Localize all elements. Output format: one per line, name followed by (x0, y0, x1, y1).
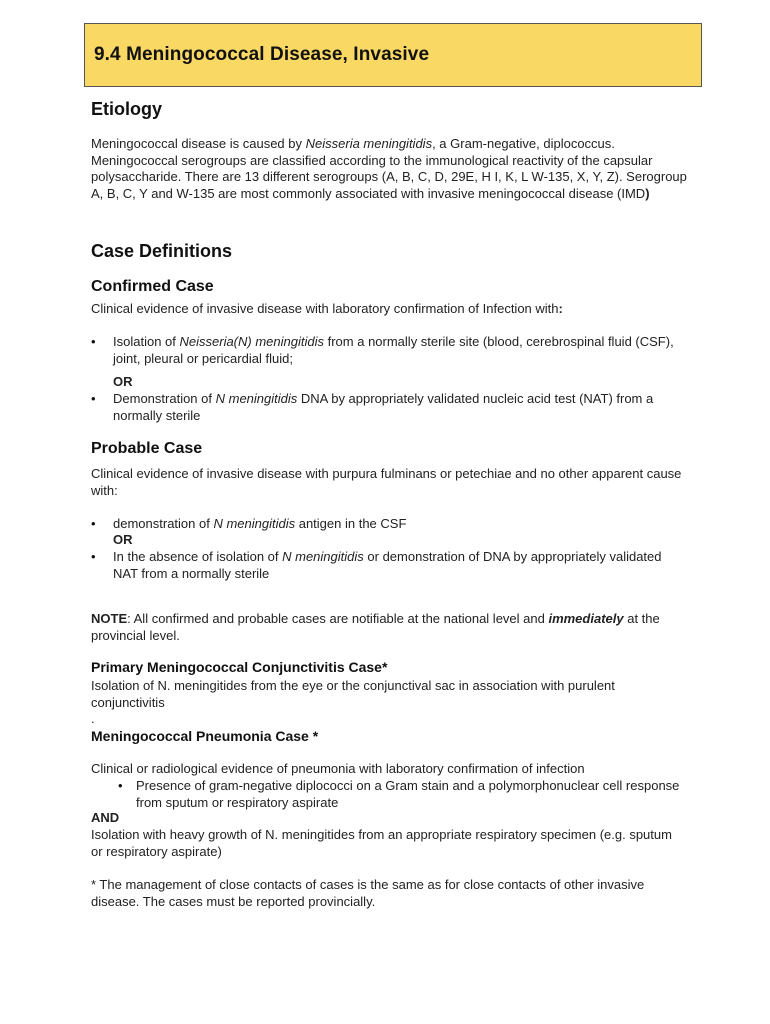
confirmed-or: OR (113, 374, 133, 389)
bullet: • (91, 549, 96, 564)
bullet: • (91, 516, 96, 531)
footnote: * The management of close contacts of cases is the same as for close contacts of other invasive disease. The cases must be reported provincially. (91, 877, 645, 909)
probable-item-1: demonstration of N meningitidis antigen in the CSF (113, 516, 407, 531)
bullet: • (91, 391, 96, 406)
case-definitions-heading: Case Definitions (91, 241, 233, 261)
conjunctivitis-heading: Primary Meningococcal Conjunctivitis Case* (91, 659, 388, 675)
probable-item-2: In the absence of isolation of N meningitidis or demonstration of DNA by appropriately validated NAT from a normally sterile (113, 549, 662, 581)
pneumonia-and: AND (91, 810, 120, 825)
conjunctivitis-dot: . (91, 711, 95, 726)
title-box (84, 23, 702, 87)
probable-case-heading: Probable Case (91, 440, 203, 457)
pneumonia-intro: Clinical or radiological evidence of pneumonia with laboratory confirmation of infection (91, 761, 585, 776)
probable-or: OR (113, 532, 133, 547)
note-paragraph: NOTE: All confirmed and probable cases are notifiable at the national level and immediately at the provincial level. (91, 611, 660, 643)
confirmed-case-heading: Confirmed Case (91, 278, 214, 295)
etiology-paragraph: Meningococcal disease is caused by Neisseria meningitidis, a Gram-negative, diplococcus. Meningococcal serogroups are classified according to the immunological reactivity of the capsular polysaccharide. There are 13 different serogroups (A, B, C, D, 29E, H I, K, L W-135, X, Y, Z). Serogroup A, B, C, Y and W-135 are most commonly associated with invasive meningococcal disease (IMD) (91, 136, 687, 201)
conjunctivitis-text: Isolation of N. meningitides from the eye or the conjunctival sac in association with purulent conjunctivitis (91, 678, 615, 710)
confirmed-intro: Clinical evidence of invasive disease with laboratory confirmation of Infection with: (91, 301, 563, 316)
pneumonia-item: Presence of gram-negative diplococci on a Gram stain and a polymorphonuclear cell response from sputum or respiratory aspirate (136, 778, 680, 810)
pneumonia-text: Isolation with heavy growth of N. meningitides from an appropriate respiratory specimen (e.g. sputum or respiratory aspirate) (91, 827, 672, 859)
page-title: 9.4 Meningococcal Disease, Invasive (94, 44, 430, 65)
etiology-heading: Etiology (91, 99, 162, 119)
confirmed-item-1: Isolation of Neisseria(N) meningitidis from a normally sterile site (blood, cerebrospinal fluid (CSF), joint, pleural or pericardial fluid; (113, 334, 674, 366)
pneumonia-heading: Meningococcal Pneumonia Case * (91, 728, 319, 744)
probable-intro: Clinical evidence of invasive disease with purpura fulminans or petechiae and no other apparent cause with: (91, 466, 682, 498)
confirmed-item-2: Demonstration of N meningitidis DNA by appropriately validated nucleic acid test (NAT) from a normally sterile (113, 391, 654, 423)
bullet: • (118, 778, 123, 793)
bullet: • (91, 334, 96, 349)
